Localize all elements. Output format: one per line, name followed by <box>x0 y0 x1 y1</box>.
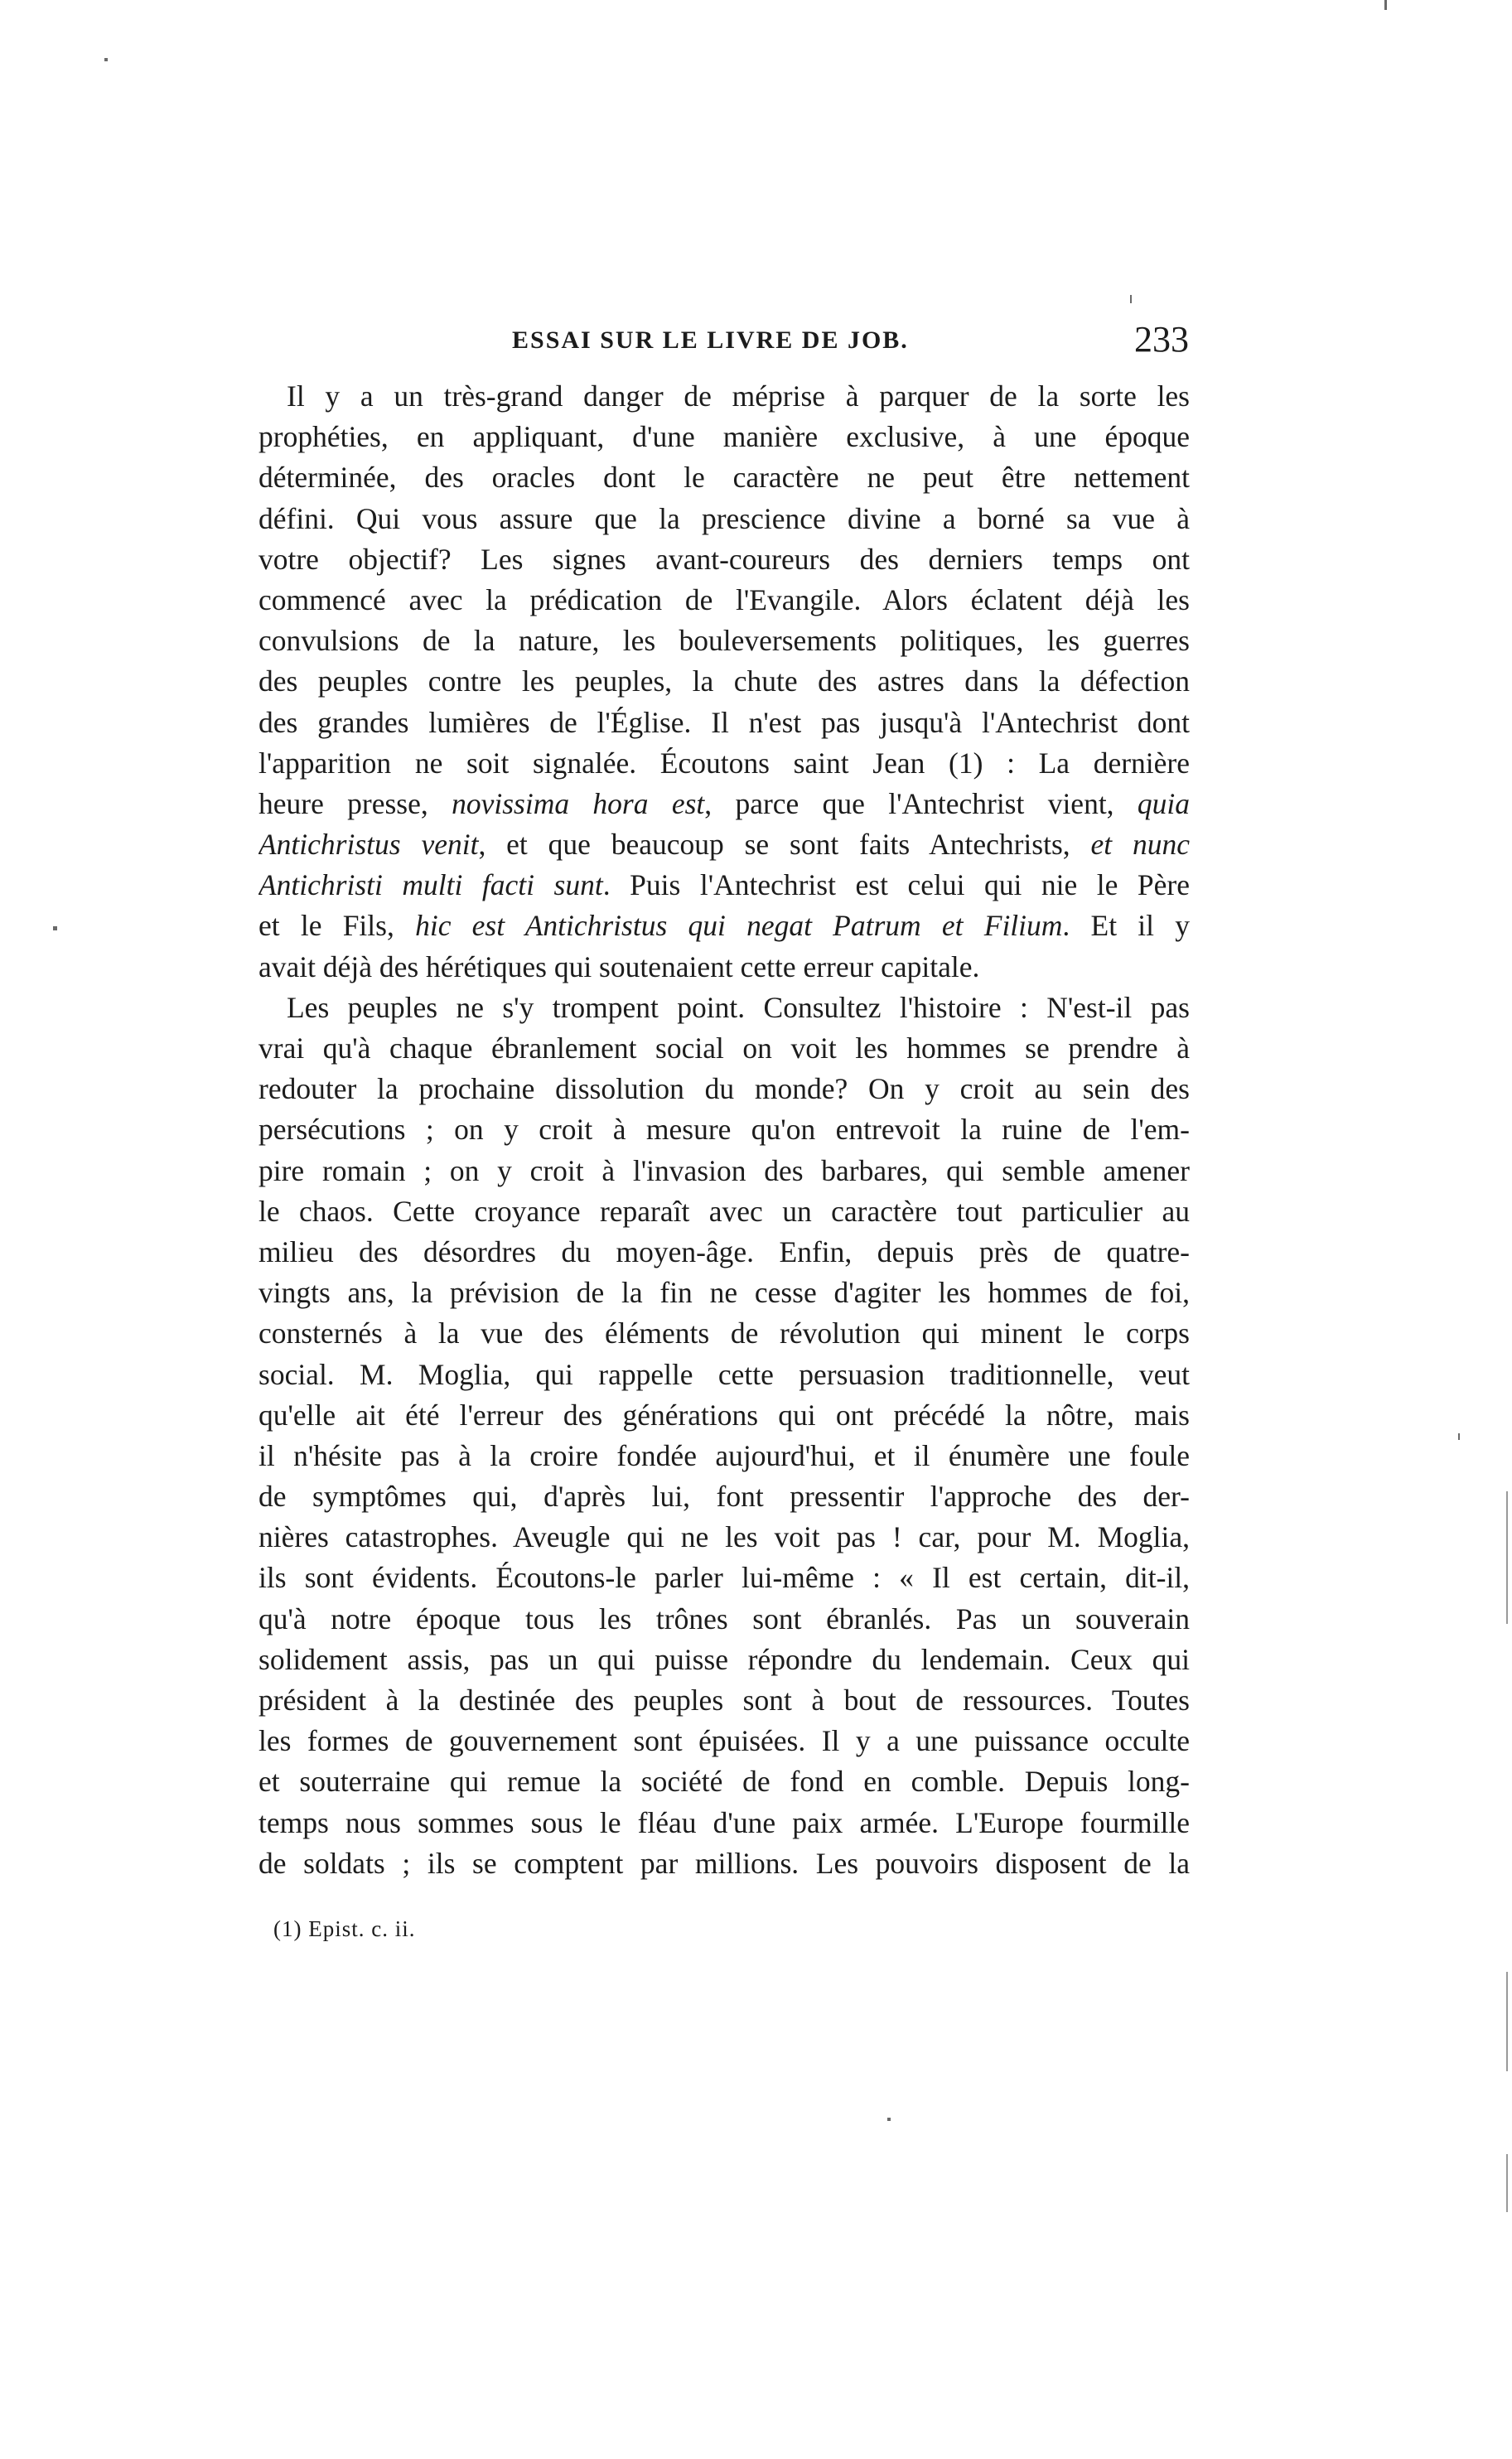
text-line: qu'à notre époque tous les trônes sont ébranlés. Pas un souverain <box>258 1601 1190 1635</box>
text-line: convulsions de la nature, les bouleversements politiques, les guerres <box>258 624 1190 658</box>
text-line: défini. Qui vous assure que la prescience divine a borné sa vue à <box>258 501 1190 535</box>
text-line: il n'hésite pas à la croire fondée aujourd'hui, et il énumère une foule <box>258 1438 1190 1472</box>
scan-speck <box>1458 1433 1460 1440</box>
text-line-mixed <box>258 906 1190 946</box>
latin-quote: Antichristi multi facti sunt <box>258 868 603 902</box>
text-line: milieu des désordres du moyen-âge. Enfin, depuis près de quatre- <box>258 1234 1190 1268</box>
scan-edge-line <box>1506 1491 1508 1624</box>
text-line: redouter la prochaine dissolution du monde? On y croit au sein des <box>258 1072 1190 1106</box>
text-line: Il y a un très-grand danger de méprise à parquer de la sorte les <box>287 379 1190 413</box>
scan-edge-line <box>1506 2154 1508 2212</box>
text-line: de soldats ; ils se comptent par millions. Les pouvoirs disposent de la <box>258 1846 1190 1880</box>
text-line: vrai qu'à chaque ébranlement social on voit les hommes se prendre à <box>258 1031 1190 1065</box>
latin-quote: quia <box>1137 786 1190 820</box>
text-line: président à la destinée des peuples sont à bout de ressources. Toutes <box>258 1684 1190 1717</box>
text-line-mixed <box>258 784 1190 824</box>
text-line: temps nous sommes sous le fléau d'une paix armée. L'Europe fourmille <box>258 1805 1190 1839</box>
latin-quote: novissima hora est <box>452 786 705 820</box>
text-run: et le Fils, <box>258 909 416 943</box>
scan-speck <box>1384 0 1387 10</box>
scan-speck <box>887 2118 891 2121</box>
text-line: social. M. Moglia, qui rappelle cette persuasion traditionnelle, veut <box>258 1357 1190 1391</box>
text-line: commencé avec la prédication de l'Evangile. Alors éclatent déjà les <box>258 582 1190 616</box>
text-line: des peuples contre les peuples, la chute des astres dans la défection <box>258 664 1190 698</box>
text-line: consternés à la vue des éléments de révolution qui minent le corps <box>258 1316 1190 1350</box>
running-title: ESSAI SUR LE LIVRE DE JOB. <box>512 326 909 354</box>
text-run: , et que beaucoup se sont faits Antechrists, <box>478 828 1091 862</box>
scan-edge-line <box>1506 1972 1508 2071</box>
page-number: 233 <box>1134 319 1189 360</box>
running-head <box>512 318 1189 368</box>
text-line: l'apparition ne soit signalée. Écoutons saint Jean (1) : La dernière <box>258 746 1190 780</box>
text-line: avait déjà des hérétiques qui soutenaient cette erreur capitale. <box>258 949 980 983</box>
text-line: de symptômes qui, d'après lui, font pressentir l'approche des der- <box>258 1480 1190 1514</box>
latin-quote: Antichristus venit <box>258 828 479 862</box>
scan-speck <box>104 58 108 61</box>
text-line: les formes de gouvernement sont épuisées. Il y a une puissance occulte <box>258 1724 1190 1758</box>
text-run: . Puis l'Antechrist est celui qui nie le Père <box>602 868 1190 902</box>
text-line: vingts ans, la prévision de la fin ne cesse d'agiter les hommes de foi, <box>258 1276 1190 1310</box>
text-line: pire romain ; on y croit à l'invasion des barbares, qui semble amener <box>258 1153 1190 1187</box>
text-line: ils sont évidents. Écoutons-le parler lui-même : « Il est certain, dit-il, <box>258 1561 1190 1595</box>
text-line: prophéties, en appliquant, d'une manière exclusive, à une époque <box>258 420 1190 454</box>
text-run: . Et il y <box>1062 909 1190 943</box>
text-line-mixed <box>258 865 1190 906</box>
latin-quote: hic est Antichristus qui negat Patrum et Filium <box>415 909 1063 943</box>
text-line: nières catastrophes. Aveugle qui ne les voit pas ! car, pour M. Moglia, <box>258 1520 1190 1554</box>
scan-speck <box>53 926 57 930</box>
text-line: Les peuples ne s'y trompent point. Consultez l'histoire : N'est-il pas <box>287 990 1190 1024</box>
body-text <box>258 376 1190 1884</box>
text-line: et souterraine qui remue la société de fond en comble. Depuis long- <box>258 1765 1190 1799</box>
scan-speck <box>1130 295 1132 303</box>
text-line: le chaos. Cette croyance reparaît avec un caractère tout particulier au <box>258 1194 1190 1228</box>
text-run: heure presse, <box>258 786 452 820</box>
text-line: persécutions ; on y croit à mesure qu'on entrevoit la ruine de l'em- <box>258 1113 1190 1147</box>
latin-quote: et nunc <box>1090 828 1190 862</box>
text-line: déterminée, des oracles dont le caractère ne peut être nettement <box>258 461 1190 495</box>
text-line: qu'elle ait été l'erreur des générations qui ont précédé la nôtre, mais <box>258 1398 1190 1432</box>
footnote: (1) Epist. c. ii. <box>273 1916 416 1941</box>
text-line: solidement assis, pas un qui puisse répondre du lendemain. Ceux qui <box>258 1642 1190 1676</box>
text-line: votre objectif? Les signes avant-coureurs des derniers temps ont <box>258 542 1190 576</box>
text-line: des grandes lumières de l'Église. Il n'est pas jusqu'à l'Antechrist dont <box>258 705 1190 739</box>
text-line-mixed <box>258 824 1190 865</box>
text-run: , parce que l'Antechrist vient, <box>704 786 1138 820</box>
